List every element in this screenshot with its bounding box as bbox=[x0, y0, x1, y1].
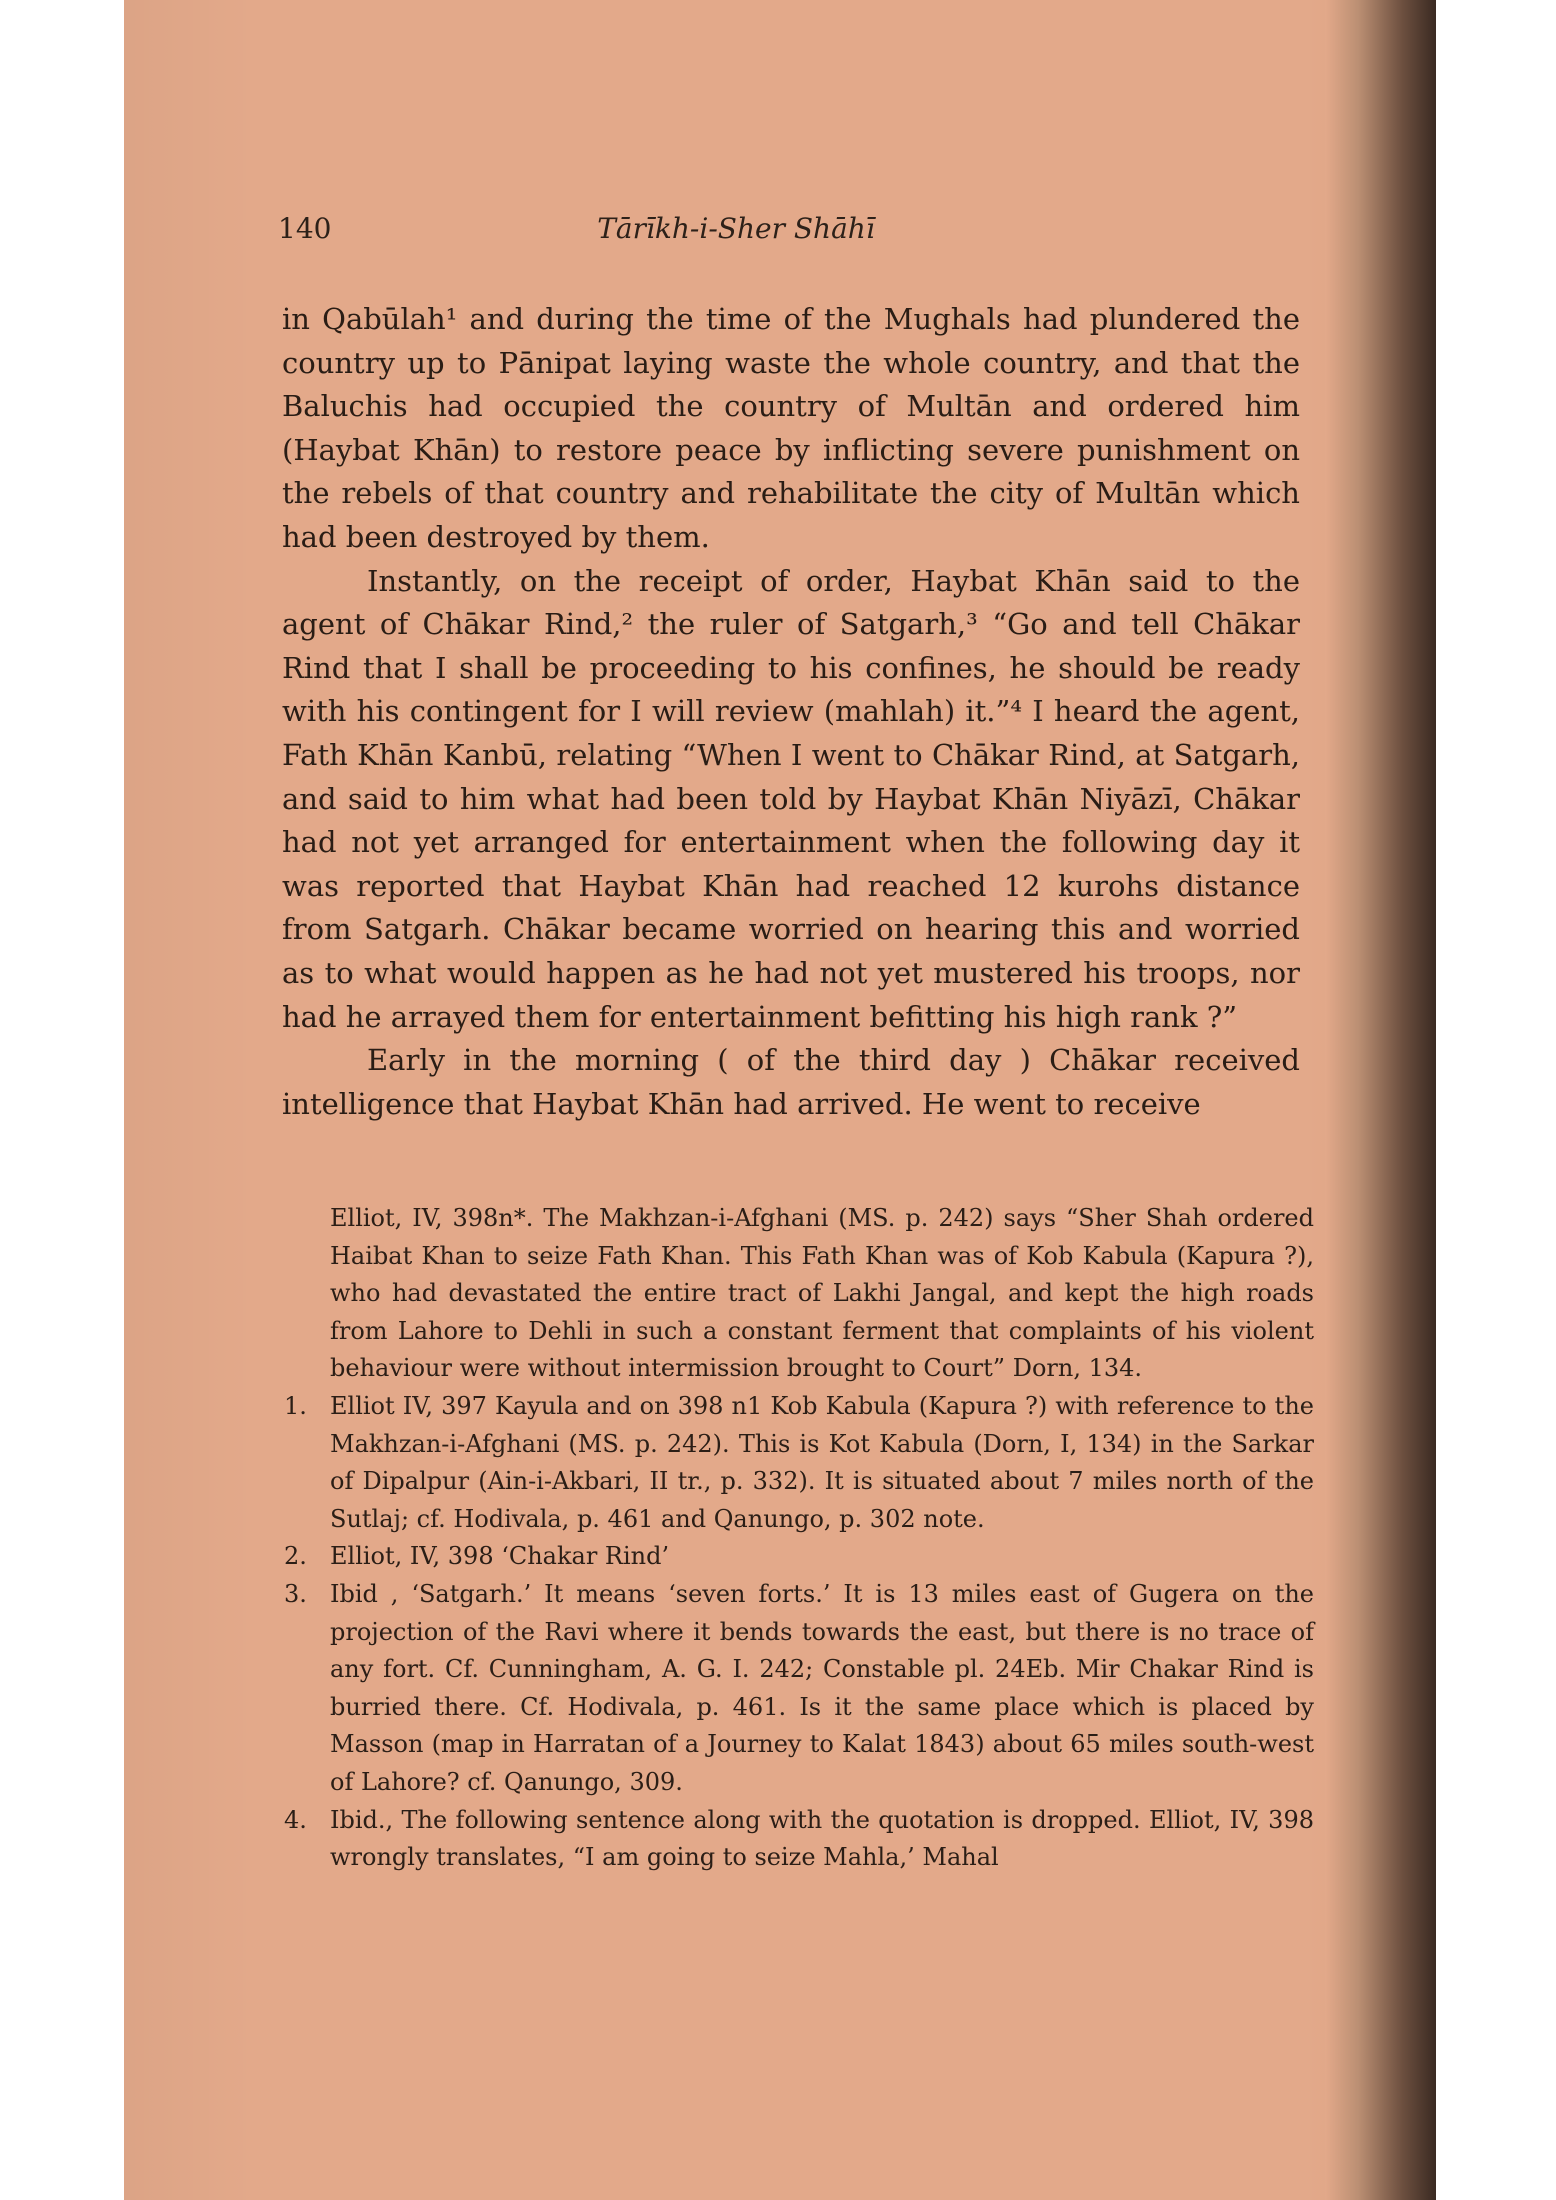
page-header bbox=[156, 212, 1316, 256]
footnote-text: Ibid., The following sentence along with the quotation is dropped. Elliot, IV, 398 wrongly translates, “I am going to seize Mahla,’ Mahal bbox=[330, 1805, 1314, 1872]
footnotes-section bbox=[284, 1200, 1314, 1877]
footnote-item bbox=[284, 1388, 1314, 1538]
footnote-item bbox=[284, 1538, 1314, 1576]
footnote-text: Elliot IV, 397 Kayula and on 398 n1 Kob Kabula (Kapura ?) with reference to the Makhzan-i-Afghani (MS. p. 242). This is Kot Kabula (Dorn, I, 134) in the Sarkar of Dipalpur (Ain-i-Akbari, II tr., p. 332). It is situated about 7 miles north of the Sutlaj; cf. Hodivala, p. 461 and Qanungo, p. 302 note. bbox=[330, 1391, 1314, 1533]
main-text bbox=[282, 298, 1300, 1126]
body-paragraph: Early in the morning ( of the third day ) Chākar received intelligence that Haybat Khān had arrived. He went to receive bbox=[282, 1043, 1300, 1121]
footnote-number: 3. bbox=[284, 1579, 307, 1608]
footnote-intro: Elliot, IV, 398n*. The Makhzan-i-Afghani (MS. p. 242) says “Sher Shah ordered Haibat Khan to seize Fath Khan. This Fath Khan was of Kob Kabula (Kapura ?), who had devastated the entire tract of Lakhi Jangal, and kept the high roads from Lahore to Dehli in such a constant ferment that complaints of his violent behaviour were without intermission brought to Court” Dorn, 134. bbox=[330, 1204, 1314, 1383]
footnote-text: Elliot, IV, 398 ‘Chakar Rind’ bbox=[330, 1542, 670, 1571]
footnote-number: 4. bbox=[284, 1805, 307, 1834]
running-title: Tārīkh-i-Sher Shāhī bbox=[597, 212, 875, 245]
footnote-number: 2. bbox=[284, 1542, 307, 1571]
footnote-item bbox=[284, 1802, 1314, 1877]
footnote-text: Ibid , ‘Satgarh.’ It means ‘seven forts.’ It is 13 miles east of Gugera on the projection of the Ravi where it bends towards the east, but there is no trace of any fort. Cf. Cunningham, A. G. I. 242; Constable pl. 24Eb. Mir Chakar Rind is burried there. Cf. Hodivala, p. 461. Is it the same place which is placed by Masson (map in Harratan of a Journey to Kalat 1843) about 65 miles south-west of Lahore? cf. Qanungo, 309. bbox=[330, 1579, 1314, 1796]
body-paragraph: in Qabūlah¹ and during the time of the Mughals had plundered the country up to Pānipat laying waste the whole country, and that the Baluchis had occupied the country of Multān and ordered him (Haybat Khān) to restore peace by inflicting severe punishment on the rebels of that country and rehabilitate the city of Multān which had been destroyed by them. bbox=[282, 302, 1300, 554]
page-gutter-shadow bbox=[1325, 0, 1436, 2200]
footnote-number: 1. bbox=[284, 1391, 307, 1420]
body-paragraph: Instantly, on the receipt of order, Haybat Khān said to the agent of Chākar Rind,² the ruler of Satgarh,³ “Go and tell Chākar Rind that I shall be proceeding to his confines, he should be ready with his contingent for I will review (mahlah) it.”⁴ I heard the agent, Fath Khān Kanbū, relating “When I went to Chākar Rind, at Satgarh, and said to him what had been told by Haybat Khān Niyāzī, Chākar had not yet arranged for entertainment when the following day it was reported that Haybat Khān had reached 12 kurohs distance from Satgarh. Chākar became worried on hearing this and worried as to what would happen as he had not yet mustered his troops, nor had he arrayed them for entertainment befitting his high rank ?” bbox=[282, 563, 1300, 1034]
footnote-item bbox=[284, 1576, 1314, 1802]
page-number: 140 bbox=[278, 212, 332, 245]
